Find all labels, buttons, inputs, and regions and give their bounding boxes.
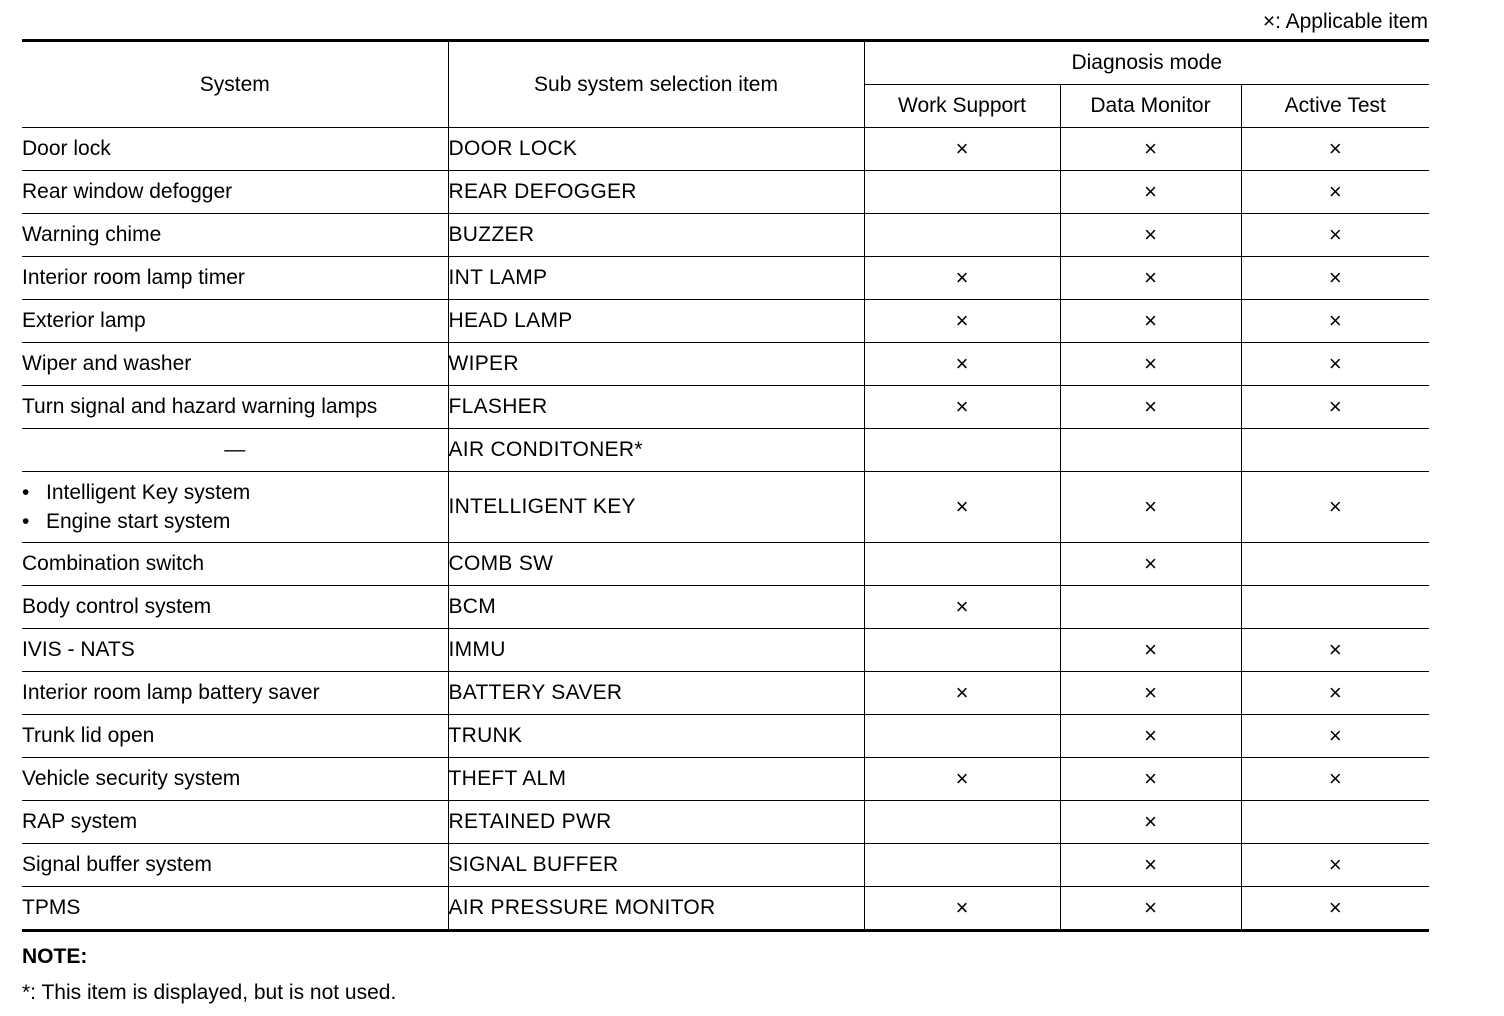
data-monitor-cell: ×: [1060, 844, 1241, 887]
active-test-cell: ×: [1241, 257, 1429, 300]
header-work-support: Work Support: [864, 85, 1060, 128]
sub-system-cell: FLASHER: [448, 386, 864, 429]
sub-system-cell: SIGNAL BUFFER: [448, 844, 864, 887]
data-monitor-cell: ×: [1060, 472, 1241, 543]
system-cell: Body control system: [22, 586, 448, 629]
active-test-cell: [1241, 801, 1429, 844]
system-cell: Turn signal and hazard warning lamps: [22, 386, 448, 429]
sub-system-cell: BUZZER: [448, 214, 864, 257]
data-monitor-cell: ×: [1060, 887, 1241, 931]
work-support-cell: [864, 715, 1060, 758]
active-test-cell: [1241, 586, 1429, 629]
table-row: [22, 128, 1429, 171]
data-monitor-cell: ×: [1060, 386, 1241, 429]
table-row: [22, 429, 1429, 472]
sub-system-cell: DOOR LOCK: [448, 128, 864, 171]
active-test-cell: ×: [1241, 629, 1429, 672]
work-support-cell: [864, 429, 1060, 472]
sub-system-cell: INT LAMP: [448, 257, 864, 300]
note-title: NOTE:: [22, 945, 88, 968]
data-monitor-cell: ×: [1060, 214, 1241, 257]
system-cell: Trunk lid open: [22, 715, 448, 758]
data-monitor-cell: ×: [1060, 128, 1241, 171]
data-monitor-cell: [1060, 586, 1241, 629]
header-sub-system: Sub system selection item: [448, 41, 864, 128]
system-bullet-text: Engine start system: [46, 510, 231, 533]
system-cell: RAP system: [22, 801, 448, 844]
active-test-cell: ×: [1241, 386, 1429, 429]
table-row: [22, 343, 1429, 386]
sub-system-cell: WIPER: [448, 343, 864, 386]
work-support-cell: [864, 171, 1060, 214]
sub-system-cell: IMMU: [448, 629, 864, 672]
data-monitor-cell: ×: [1060, 300, 1241, 343]
table-row: [22, 543, 1429, 586]
table-body: [22, 128, 1429, 931]
sub-system-cell: HEAD LAMP: [448, 300, 864, 343]
work-support-cell: [864, 214, 1060, 257]
header-data-monitor: Data Monitor: [1060, 85, 1241, 128]
active-test-cell: ×: [1241, 171, 1429, 214]
table-row: [22, 472, 1429, 543]
table-row: [22, 300, 1429, 343]
work-support-cell: ×: [864, 257, 1060, 300]
table-row: [22, 672, 1429, 715]
system-cell: Signal buffer system: [22, 844, 448, 887]
data-monitor-cell: [1060, 429, 1241, 472]
system-cell: —: [22, 429, 448, 472]
system-cell: Exterior lamp: [22, 300, 448, 343]
active-test-cell: ×: [1241, 472, 1429, 543]
work-support-cell: [864, 801, 1060, 844]
work-support-cell: ×: [864, 343, 1060, 386]
system-cell: Wiper and washer: [22, 343, 448, 386]
table-row: [22, 386, 1429, 429]
sub-system-cell: THEFT ALM: [448, 758, 864, 801]
sub-system-cell: REAR DEFOGGER: [448, 171, 864, 214]
table-row: [22, 801, 1429, 844]
active-test-cell: ×: [1241, 214, 1429, 257]
work-support-cell: ×: [864, 672, 1060, 715]
system-cell: TPMS: [22, 887, 448, 931]
legend-applicable-item: ×: Applicable item: [1262, 10, 1428, 33]
data-monitor-cell: ×: [1060, 715, 1241, 758]
header-diagnosis-mode: Diagnosis mode: [864, 41, 1429, 85]
data-monitor-cell: ×: [1060, 343, 1241, 386]
diagnosis-mode-table: [22, 39, 1429, 932]
system-cell: Combination switch: [22, 543, 448, 586]
system-cell: Interior room lamp timer: [22, 257, 448, 300]
active-test-cell: [1241, 543, 1429, 586]
system-cell: Rear window defogger: [22, 171, 448, 214]
table-row: [22, 629, 1429, 672]
data-monitor-cell: ×: [1060, 171, 1241, 214]
work-support-cell: ×: [864, 128, 1060, 171]
header-system: System: [22, 41, 448, 128]
work-support-cell: ×: [864, 887, 1060, 931]
system-cell: Interior room lamp battery saver: [22, 672, 448, 715]
work-support-cell: ×: [864, 300, 1060, 343]
sub-system-cell: AIR PRESSURE MONITOR: [448, 887, 864, 931]
system-bullet-item: [22, 507, 448, 536]
active-test-cell: [1241, 429, 1429, 472]
data-monitor-cell: ×: [1060, 257, 1241, 300]
table-row: [22, 214, 1429, 257]
system-cell: Warning chime: [22, 214, 448, 257]
active-test-cell: ×: [1241, 300, 1429, 343]
system-cell: Vehicle security system: [22, 758, 448, 801]
active-test-cell: ×: [1241, 844, 1429, 887]
sub-system-cell: BATTERY SAVER: [448, 672, 864, 715]
system-cell: [22, 472, 448, 543]
system-bullet-text: Intelligent Key system: [46, 481, 251, 504]
bullet-icon: •: [22, 481, 30, 504]
table-header: [22, 41, 1429, 128]
data-monitor-cell: ×: [1060, 758, 1241, 801]
system-bullet-list: [22, 472, 448, 542]
work-support-cell: ×: [864, 386, 1060, 429]
work-support-cell: [864, 629, 1060, 672]
system-cell: IVIS - NATS: [22, 629, 448, 672]
active-test-cell: ×: [1241, 128, 1429, 171]
bullet-icon: •: [22, 510, 30, 533]
active-test-cell: ×: [1241, 343, 1429, 386]
data-monitor-cell: ×: [1060, 543, 1241, 586]
table-row: [22, 715, 1429, 758]
system-cell: Door lock: [22, 128, 448, 171]
sub-system-cell: BCM: [448, 586, 864, 629]
work-support-cell: ×: [864, 758, 1060, 801]
note-text: *: This item is displayed, but is not used.: [22, 981, 397, 1004]
data-monitor-cell: ×: [1060, 801, 1241, 844]
sub-system-cell: AIR CONDITONER*: [448, 429, 864, 472]
header-active-test: Active Test: [1241, 85, 1429, 128]
sub-system-cell: INTELLIGENT KEY: [448, 472, 864, 543]
data-monitor-cell: ×: [1060, 672, 1241, 715]
table-row: [22, 758, 1429, 801]
table-row: [22, 171, 1429, 214]
active-test-cell: ×: [1241, 715, 1429, 758]
table-row: [22, 586, 1429, 629]
data-monitor-cell: ×: [1060, 629, 1241, 672]
table-row: [22, 887, 1429, 931]
sub-system-cell: RETAINED PWR: [448, 801, 864, 844]
active-test-cell: ×: [1241, 887, 1429, 931]
work-support-cell: ×: [864, 472, 1060, 543]
sub-system-cell: COMB SW: [448, 543, 864, 586]
table-row: [22, 844, 1429, 887]
work-support-cell: ×: [864, 586, 1060, 629]
work-support-cell: [864, 543, 1060, 586]
table-row: [22, 257, 1429, 300]
active-test-cell: ×: [1241, 758, 1429, 801]
sub-system-cell: TRUNK: [448, 715, 864, 758]
active-test-cell: ×: [1241, 672, 1429, 715]
system-bullet-item: [22, 478, 448, 507]
work-support-cell: [864, 844, 1060, 887]
